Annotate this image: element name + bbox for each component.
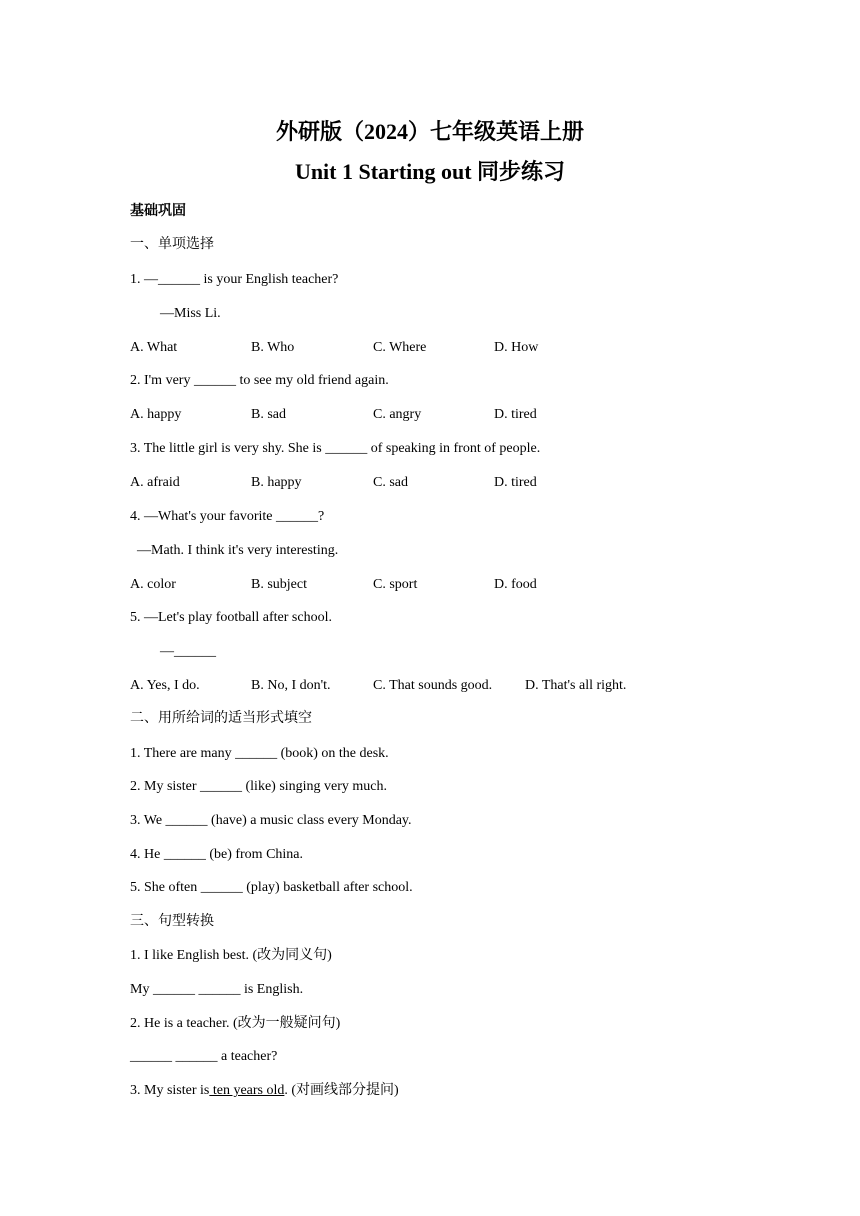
- q3-option-d: D. tired: [494, 475, 537, 490]
- q5-option-b: B. No, I don't.: [251, 678, 331, 693]
- document-subtitle: Unit 1 Starting out 同步练习: [294, 159, 566, 184]
- question-1-reply: —Miss Li.: [160, 306, 221, 321]
- question-2-stem: 2. I'm very ______ to see my old friend again.: [130, 373, 389, 388]
- question-3-stem: 3. The little girl is very shy. She is ______ of speaking in front of people.: [130, 441, 541, 456]
- q2-option-c: C. angry: [373, 407, 422, 422]
- q4-option-a: A. color: [130, 577, 176, 592]
- q2-option-a: A. happy: [130, 407, 182, 422]
- q5-option-d: D. That's all right.: [525, 678, 627, 693]
- transform-3-stem: [130, 1082, 399, 1100]
- question-1-stem: 1. —______ is your English teacher?: [130, 272, 339, 287]
- q2-option-b: B. sad: [251, 407, 286, 422]
- fill-item: 2. My sister ______ (like) singing very much.: [130, 779, 388, 794]
- question-5-stem: 5. —Let's play football after school.: [130, 610, 332, 625]
- part1-heading: 一、单项选择: [130, 237, 214, 252]
- q4-option-c: C. sport: [373, 577, 418, 592]
- fill-item: 1. There are many ______ (book) on the desk.: [130, 746, 389, 761]
- transform-3-suffix: . (对画线部分提问): [284, 1083, 399, 1098]
- q3-option-b: B. happy: [251, 475, 302, 490]
- fill-item: 5. She often ______ (play) basketball after school.: [130, 880, 413, 895]
- q3-option-c: C. sad: [373, 475, 408, 490]
- transform-2-answer: ______ ______ a teacher?: [130, 1049, 278, 1064]
- transform-3-prefix: 3. My sister is: [130, 1083, 210, 1098]
- transform-3-underlined: ten years old: [209, 1083, 285, 1098]
- fill-item: 4. He ______ (be) from China.: [130, 847, 304, 862]
- q1-option-d: D. How: [494, 340, 539, 355]
- question-5-reply: —______: [160, 644, 216, 659]
- q1-option-c: C. Where: [373, 340, 427, 355]
- part2-heading: 二、用所给词的适当形式填空: [130, 711, 312, 726]
- transform-1-answer: My ______ ______ is English.: [130, 982, 304, 997]
- q4-option-b: B. subject: [251, 577, 307, 592]
- q4-option-d: D. food: [494, 577, 537, 592]
- q1-option-b: B. Who: [251, 340, 295, 355]
- q5-option-c: C. That sounds good.: [373, 678, 493, 693]
- document-title: 外研版（2024）七年级英语上册: [275, 119, 584, 144]
- section-heading: 基础巩固: [130, 204, 186, 219]
- q3-option-a: A. afraid: [130, 475, 180, 490]
- fill-item: 3. We ______ (have) a music class every Monday.: [130, 813, 412, 828]
- part3-heading: 三、句型转换: [130, 914, 214, 929]
- question-4-stem: 4. —What's your favorite ______?: [130, 509, 325, 524]
- transform-1-stem: 1. I like English best. (改为同义句): [130, 948, 332, 963]
- q5-option-a: A. Yes, I do.: [130, 678, 200, 693]
- transform-2-stem: 2. He is a teacher. (改为一般疑问句): [130, 1016, 341, 1031]
- q1-option-a: A. What: [130, 340, 178, 355]
- q2-option-d: D. tired: [494, 407, 537, 422]
- question-4-reply: —Math. I think it's very interesting.: [137, 543, 339, 558]
